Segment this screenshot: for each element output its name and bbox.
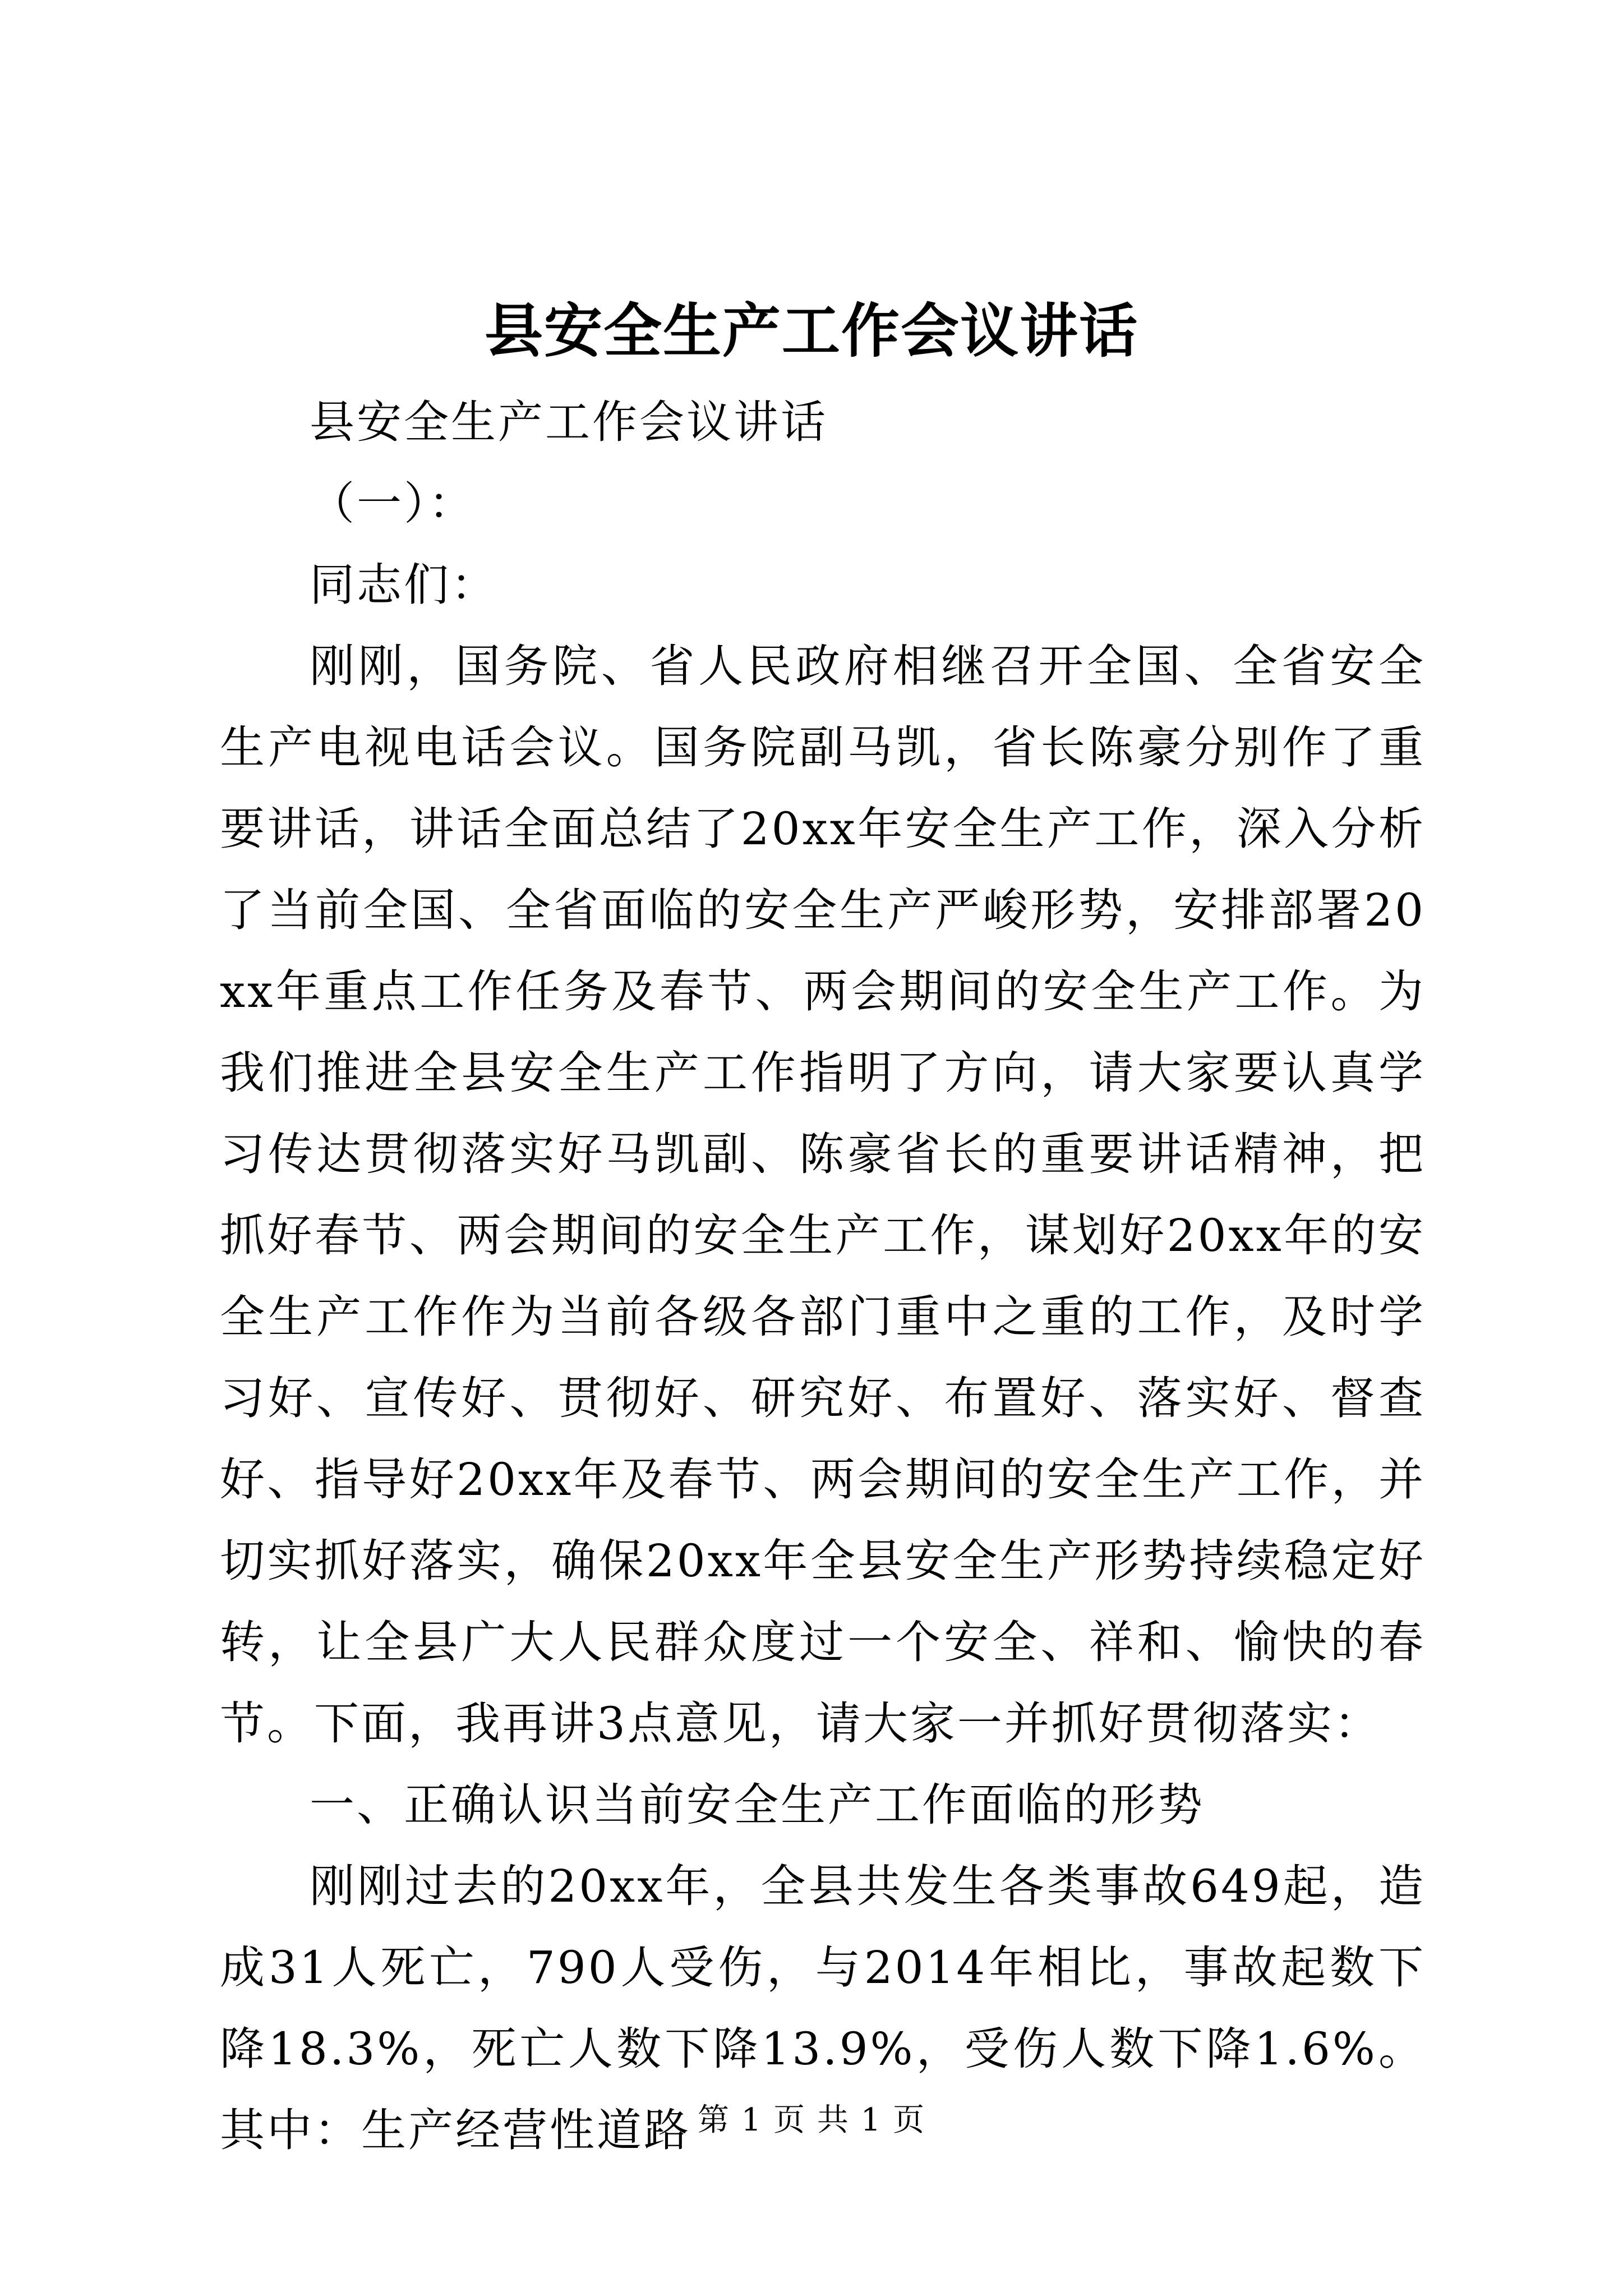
page-footer: 第 1 页 共 1 页 (697, 2102, 926, 2138)
paragraph-section-marker: （一）： (310, 477, 476, 530)
paragraph-heading-1: 一、正确认识当前安全生产工作面临的形势 (310, 1779, 1205, 1831)
paragraph-intro: 刚刚，国务院、省人民政府相继召开全国、全省安全生产电视电话会议。国务院副马凯，省长陈豪分别作了重要讲话，讲话全面总结了20xx年安全生产工作，深入分析了当前全国、全省面临的安全生产严峻形势，安排部署20xx年重点工作任务及春节、两会期间的安全生产工作。为我们推进全县安全生产工作指明了方向，请大家要认真学习传达贯彻落实好马凯副、陈豪省长的重要讲话精神，把抓好春节、两会期间的安全生产工作，谋划好20xx年的安全生产工作作为当前各级各部门重中之重的工作，及时学习好、宣传好、贯彻好、研究好、布置好、落实好、督查好、指导好20xx年及春节、两会期间的安全生产工作，并切实抓好落实，确保20xx年全县安全生产形势持续稳定好转，让全县广大人民群众度过一个安全、祥和、愉快的春节。下面，我再讲3点意见，请大家一并抓好贯彻落实： (220, 640, 1426, 1750)
paragraph-statistics: 刚刚过去的20xx年，全县共发生各类事故649起，造成31人死亡，790人受伤，与2014年相比，事故起数下降18.3%，死亡人数下降13.9%，受伤人数下降1.6%。其中：生产经营性道路 (220, 1860, 1426, 2156)
paragraph-subtitle: 县安全生产工作会议讲话 (310, 396, 828, 448)
document-title: 县安全生产工作会议讲话 (484, 296, 1138, 365)
document-body (220, 381, 1426, 2171)
paragraph-salutation: 同志们： (310, 559, 498, 611)
